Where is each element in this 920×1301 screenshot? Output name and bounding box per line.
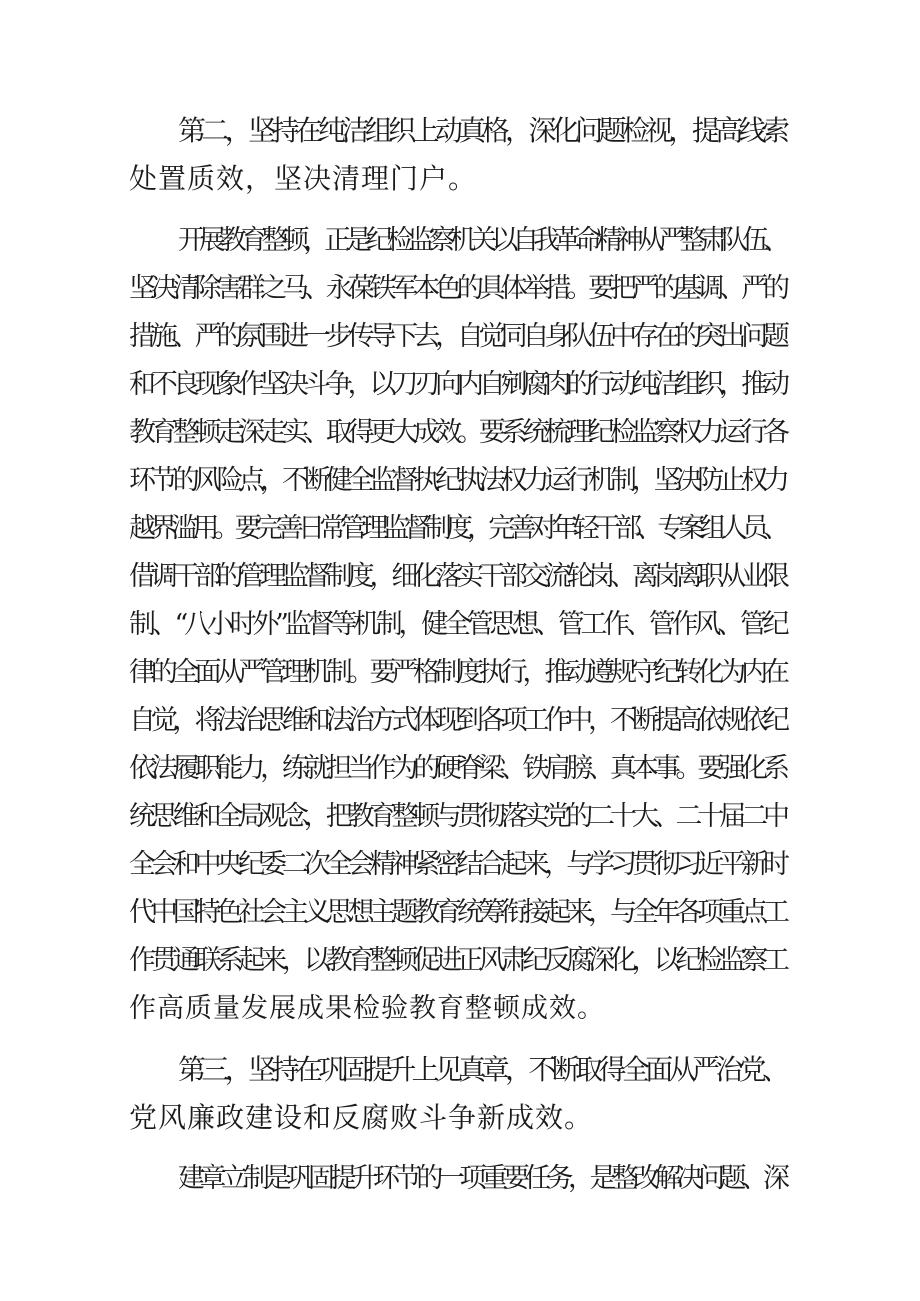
paragraph-line: 开展教育整顿，正是纪检监察机关以自我革命精神从严整肃队伍、 (178, 225, 784, 256)
paragraph-line: 坚决清除害群之马、永葆铁军本色的具体举措。要把严的基调、严的 (129, 273, 785, 304)
paragraph-line: 环节的风险点，不断健全监督执纪执法权力运行机制，坚决防止权力 (129, 465, 785, 496)
paragraph-line: 措施、严的氛围进一步传导下去，自觉同自身队伍中存在的突出问题 (129, 321, 785, 352)
section-heading-line: 第三，坚持在巩固提升上见真章，不断取得全面从严治党、 (178, 1053, 786, 1086)
section-heading-line: 处置质效，坚决清理门户。 (129, 162, 478, 195)
paragraph-line: 作贯通联系起来，以教育整顿促进正风肃纪反腐深化，以纪检监察工 (129, 945, 785, 976)
paragraph-line: 作高质量发展成果检验教育整顿成效。 (129, 993, 605, 1024)
paragraph-line: 代中国特色社会主义思想主题教育统筹衔接起来，与全年各项重点工 (129, 897, 785, 928)
paragraph-line: 律的全面从严管理机制。要严格制度执行，推动遵规守纪转化为内在 (129, 657, 785, 688)
paragraph-line: 自觉，将法治思维和法治方式体现到各项工作中，不断提高依规依纪 (129, 705, 785, 736)
section-heading-line: 第二，坚持在纯洁组织上动真格，深化问题检视，提高线索 (178, 114, 786, 147)
paragraph-line: 建章立制是巩固提升环节的一项重要任务，是整改解决问题、深 (178, 1163, 785, 1194)
paragraph-line: 借调干部的管理监督制度，细化落实干部交流轮岗、离岗离职从业限 (129, 561, 785, 592)
section-heading-line: 党风廉政建设和反腐败斗争新成效。 (129, 1101, 594, 1134)
paragraph-line: 教育整顿走深走实、取得更大成效。要系统梳理纪检监察权力运行各 (129, 417, 785, 448)
paragraph-line: 制、“八小时外”监督等机制，健全管思想、管工作、管作风、管纪 (129, 609, 786, 640)
paragraph-line: 越界滥用。要完善日常管理监督制度，完善对年轻干部、专案组人员、 (129, 513, 785, 544)
paragraph-line: 全会和中央纪委二次全会精神紧密结合起来，与学习贯彻习近平新时 (129, 849, 785, 880)
paragraph-line: 和不良现象作坚决斗争，以刀刃向内自剜腐肉的行动纯洁组织，推动 (129, 369, 785, 400)
paragraph-line: 依法履职能力，练就担当作为的硬脊梁、铁肩膀、真本事。要强化系 (129, 753, 785, 784)
paragraph-line: 统思维和全局观念，把教育整顿与贯彻落实党的二十大、二十届二中 (129, 801, 785, 832)
